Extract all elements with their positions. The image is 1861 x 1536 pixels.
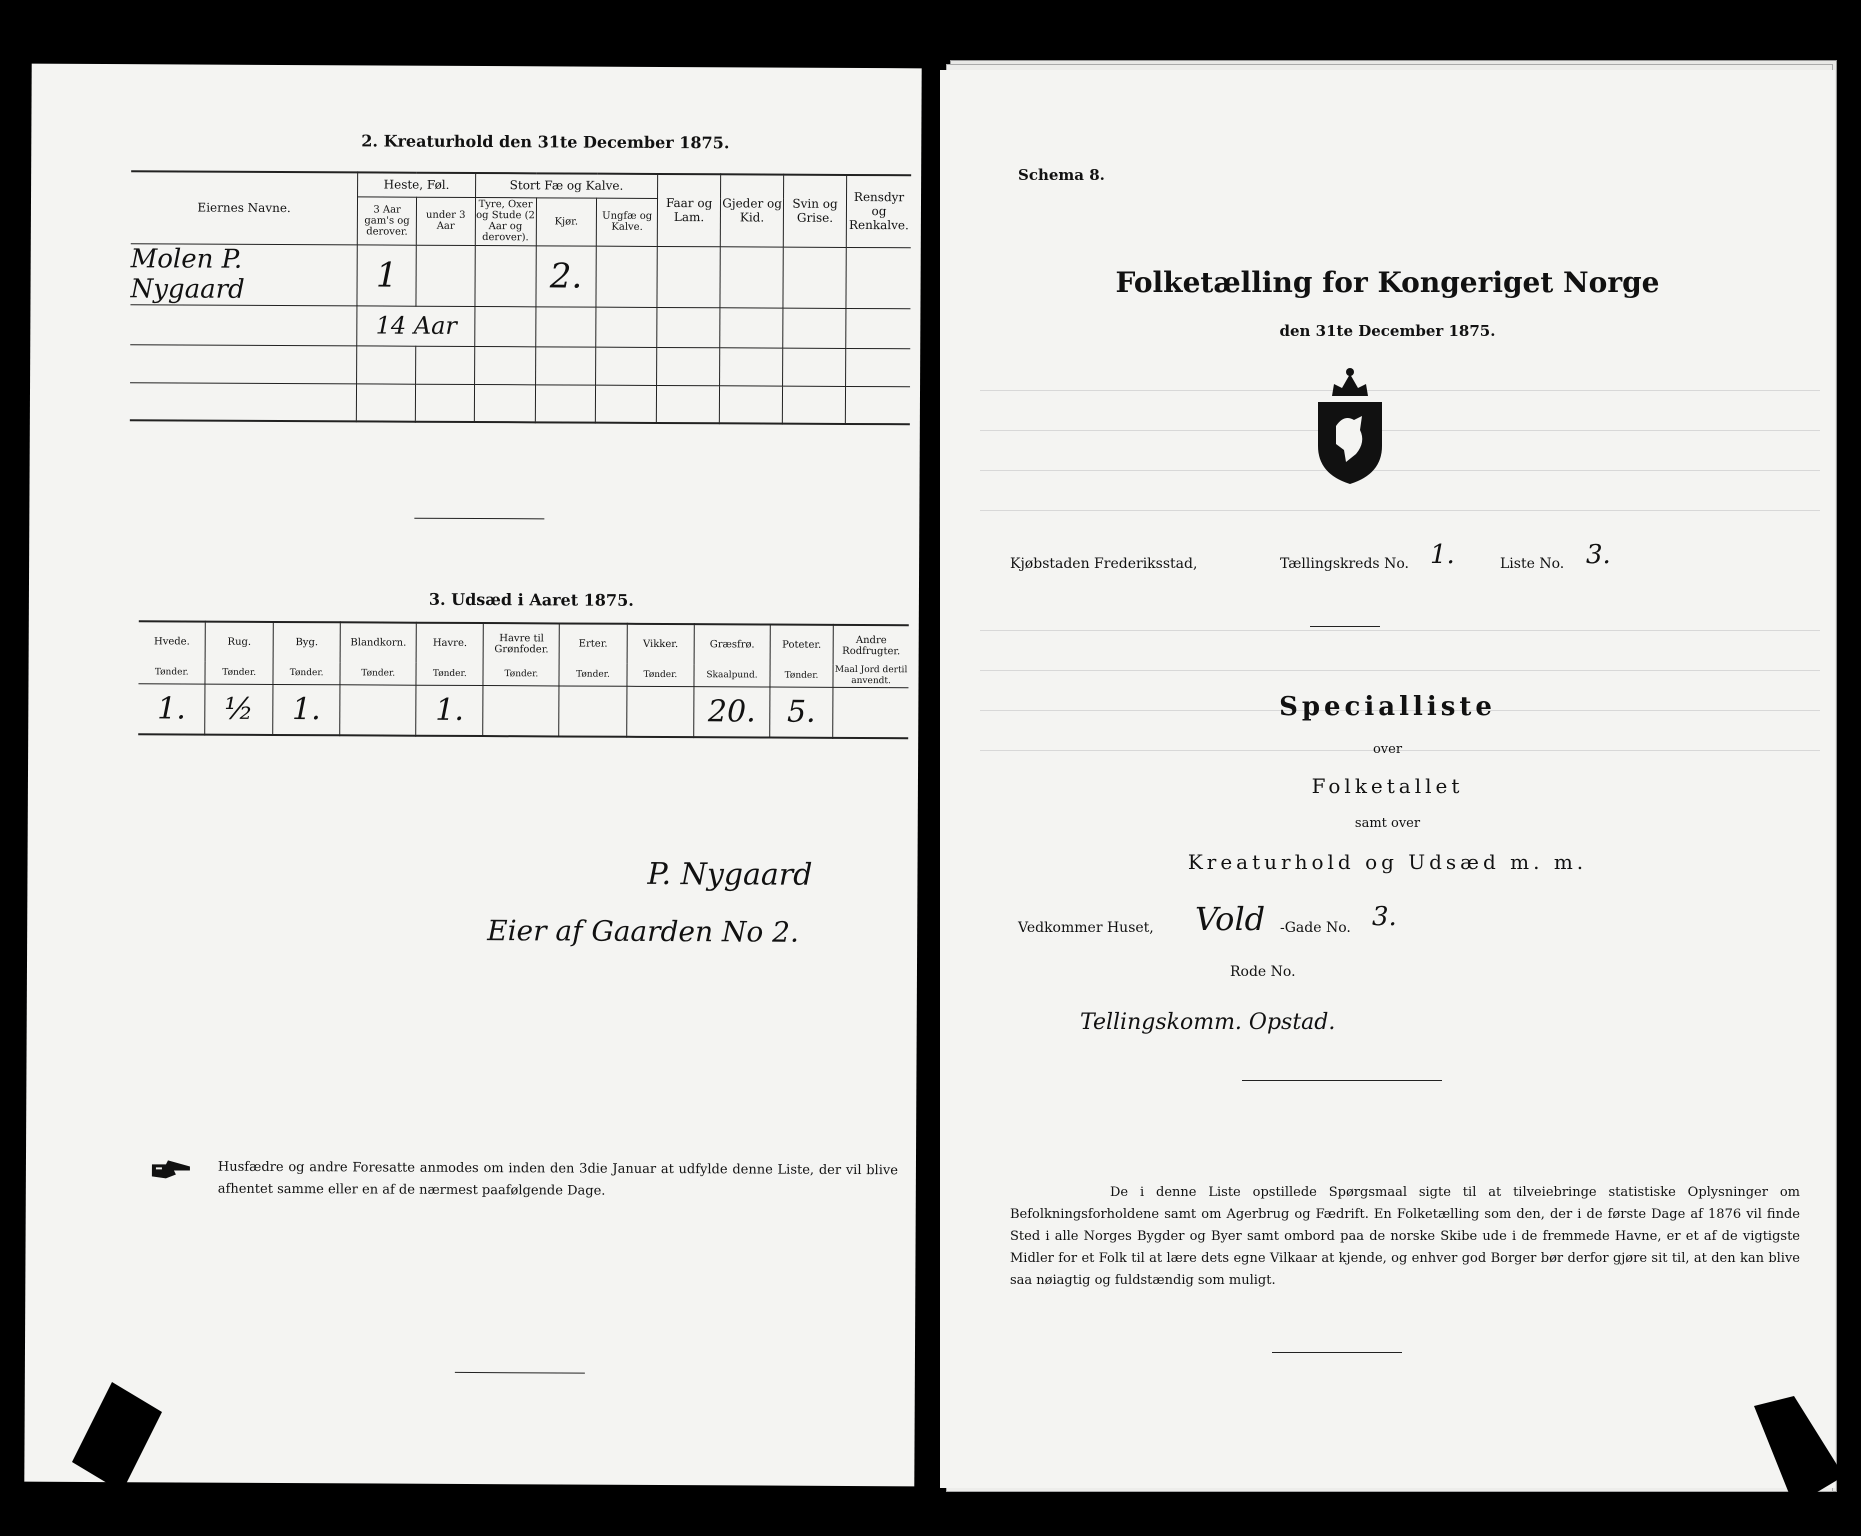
- header-crop: Vikker.: [627, 624, 695, 664]
- unit-label: Maal Jord dertil anvendt.: [834, 664, 908, 687]
- cell-heste-note: 14 Aar: [357, 305, 475, 346]
- cell-owner-name: Molen P. Nygaard: [130, 243, 357, 305]
- unit-label: Skaalpund.: [694, 664, 770, 687]
- divider: [1242, 1080, 1442, 1081]
- kreaturhold-table: [130, 170, 911, 425]
- unit-label: Tønder.: [205, 662, 273, 685]
- table-row: [130, 304, 910, 348]
- unit-label: Tønder.: [273, 662, 341, 685]
- header-faar: Faar og Lam.: [657, 174, 720, 246]
- vedkommer-label: Vedkommer Huset,: [1018, 920, 1154, 936]
- cell-value: [559, 686, 627, 736]
- cell-kjor: 2.: [535, 245, 596, 306]
- unit-label: Tønder.: [340, 662, 416, 685]
- kjobstaden-label: Kjøbstaden Frederiksstad,: [1010, 556, 1198, 572]
- divider: [1272, 1352, 1402, 1353]
- tellingskreds-value: 1.: [1430, 540, 1455, 570]
- header-heste: Heste, Føl.: [358, 172, 475, 197]
- liste-value: 3.: [1586, 540, 1611, 570]
- pointing-hand-icon: [150, 1158, 194, 1180]
- gade-label: -Gade No.: [1280, 920, 1351, 936]
- header-crop: Poteter.: [770, 625, 834, 665]
- liste-label: Liste No.: [1500, 556, 1565, 572]
- cell-value: [340, 685, 416, 735]
- over-label: over: [1372, 742, 1403, 757]
- notice-text: Husfædre og andre Foresatte anmodes om inden den 3die Januar at udfylde denne Liste, der vil blive afhentet samme eller en af de nærmest paafølgende Dage.: [217, 1159, 898, 1199]
- header-crop: Erter.: [559, 623, 627, 663]
- cell-value: [626, 686, 694, 736]
- divider: [414, 518, 544, 520]
- header-tyre: Tyre, Oxer og Stude (2 Aar og derover).: [475, 197, 536, 245]
- gade-value: Vold: [1195, 900, 1266, 938]
- signature-title: Eier af Gaarden No 2.: [487, 914, 800, 949]
- header-eiernes-navne: Eiernes Navne.: [131, 171, 358, 244]
- header-crop: Havre.: [416, 623, 484, 663]
- cell-value: [483, 686, 559, 736]
- cell-value: ½: [205, 684, 273, 734]
- header-kjor: Kjør.: [536, 197, 597, 245]
- header-crop: Andre Rodfrugter.: [833, 625, 909, 665]
- divider: [455, 1372, 585, 1374]
- coat-of-arms-icon: [1310, 366, 1390, 486]
- schema-label: Schema 8.: [1018, 166, 1105, 184]
- header-crop: Græsfrø.: [694, 624, 770, 664]
- cell-value: 5.: [770, 687, 834, 737]
- header-heste-old: 3 Aar gam's og derover.: [358, 196, 417, 244]
- signature-name: P. Nygaard: [647, 856, 813, 893]
- header-crop: Havre til Grønfoder.: [484, 623, 560, 663]
- header-crop: Rug.: [206, 622, 274, 662]
- tellingskreds-label: Tællingskreds No.: [1280, 556, 1409, 572]
- header-svin: Svin og Grise.: [783, 175, 846, 247]
- section3-title: 3. Udsæd i Aaret 1875.: [428, 589, 634, 610]
- folketallet-label: Folketallet: [1311, 774, 1464, 798]
- info-paragraph: De i denne Liste opstillede Spørgsmaal sigte til at tilveiebringe statistiske Oplysninger om Befolkningsforholdene samt om Agerbrug og Fædrift. En Folketælling som den, der i de første Dage af 1876 vil finde Sted i alle Norges Bygder og Byer samt ombord paa de norske Skibe ude i de fremmede Havne, er et af de vigtigste Midler for et Folk til at lære dets egne Vilkaar at kjende, og enhver god Borger bør derfor gjøre sit til, at den kan blive saa nøiagtig og fuldstændig som muligt.: [1010, 1185, 1800, 1288]
- gade-no-value: 3.: [1372, 902, 1397, 932]
- unit-label: Tønder.: [770, 665, 833, 688]
- divider: [1310, 626, 1380, 627]
- right-page: [940, 70, 1835, 1488]
- header-gjeder: Gjeder og Kid.: [720, 174, 783, 246]
- header-crop: Byg.: [273, 622, 341, 662]
- kreaturhold-label: Kreaturhold og Udsæd m. m.: [1187, 850, 1588, 874]
- left-page: [24, 64, 921, 1487]
- header-heste-young: under 3 Aar: [416, 197, 475, 245]
- cell-value: 1.: [273, 684, 341, 734]
- cell-value: 20.: [694, 687, 770, 737]
- cell-value: 1.: [416, 685, 484, 735]
- udsaed-table: [138, 620, 909, 739]
- unit-label: Tønder.: [138, 661, 205, 684]
- specialliste-title: Specialliste: [1279, 692, 1496, 722]
- unit-label: Tønder.: [483, 663, 559, 686]
- header-rensdyr: Rensdyr og Renkalve.: [846, 175, 911, 247]
- table-row: [138, 684, 908, 738]
- table-row: [130, 243, 910, 308]
- corner-tab: [72, 1382, 162, 1496]
- cell-heste-old: 1: [357, 244, 416, 305]
- cell-value: [833, 687, 909, 737]
- unit-label: Tønder.: [627, 664, 695, 687]
- unit-label: Tønder.: [559, 663, 627, 686]
- rode-label: Rode No.: [1230, 964, 1296, 980]
- tellers-name: Tellingskomm. Opstad.: [1080, 1010, 1336, 1035]
- cell-value: 1.: [138, 684, 205, 734]
- section2-title: 2. Kreaturhold den 31te December 1875.: [361, 131, 730, 153]
- page-title: Folketælling for Kongeriget Norge: [1115, 266, 1660, 299]
- corner-tab: [1734, 1396, 1844, 1510]
- samt-over-label: samt over: [1354, 816, 1421, 831]
- header-stort-fae: Stort Fæ og Kalve.: [475, 173, 658, 198]
- unit-label: Tønder.: [416, 663, 484, 686]
- header-crop: Blandkorn.: [340, 622, 416, 662]
- header-ungfae: Ungfæ og Kalve.: [597, 198, 658, 246]
- header-crop: Hvede.: [139, 621, 206, 661]
- census-date: den 31te December 1875.: [1279, 322, 1496, 340]
